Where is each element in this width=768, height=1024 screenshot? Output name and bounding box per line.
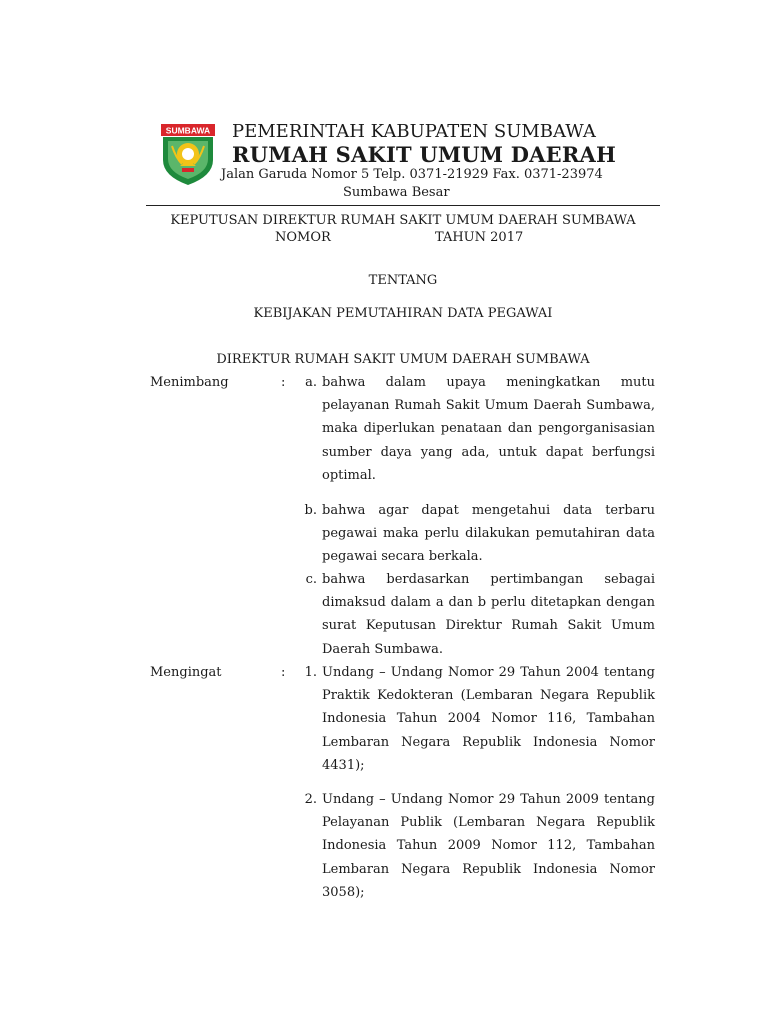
hospital-name: RUMAH SAKIT UMUM DAERAH (232, 142, 617, 167)
item-1-text: Undang – Undang Nomor 29 Tahun 2004 tentang Praktik Kedokteran (Lembaran Negara Republik Indonesia Tahun 2004 Nomor 116, Tambahan Lembaran Negara Republik Indonesia Nomor 4431); (322, 665, 655, 773)
item-2-text: Undang – Undang Nomor 29 Tahun 2009 tentang Pelayanan Publik (Lembaran Negara Republik Indonesia Tahun 2009 Nomor 112, Tambahan Lembaran Negara Republik Indonesia Nomor 3058); (322, 792, 655, 900)
mengingat-label: Mengingat (150, 665, 222, 680)
director-heading: DIREKTUR RUMAH SAKIT UMUM DAERAH SUMBAWA (216, 352, 590, 367)
tentang-heading: TENTANG (368, 273, 438, 288)
logo-text: SUMBAWA (165, 125, 211, 136)
item-b-mark: b. (304, 503, 317, 518)
menimbang-colon: : (281, 375, 286, 390)
item-1-mark: 1. (304, 665, 317, 680)
address-line: Jalan Garuda Nomor 5 Telp. 0371-21929 Fax. 0371-23974 (221, 167, 603, 182)
decree-year: TAHUN 2017 (435, 230, 524, 245)
mengingat-colon: : (281, 665, 286, 680)
item-b-text: bahwa agar dapat mengetahui data terbaru pegawai maka perlu dilakukan pemutahiran data pegawai secara berkala. (322, 503, 655, 565)
city-line: Sumbawa Besar (343, 185, 450, 200)
menimbang-label: Menimbang (150, 375, 229, 390)
item-c-mark: c. (305, 572, 317, 587)
policy-title: KEBIJAKAN PEMUTAHIRAN DATA PEGAWAI (253, 306, 553, 321)
sumbawa-regency-logo (160, 124, 216, 186)
decree-title: KEPUTUSAN DIREKTUR RUMAH SAKIT UMUM DAERAH SUMBAWA (170, 213, 636, 228)
item-c-text: bahwa berdasarkan pertimbangan sebagai dimaksud dalam a dan b perlu ditetapkan dengan surat Keputusan Direktur Rumah Sakit Umum Daerah Sumbawa. (322, 572, 655, 657)
government-name: PEMERINTAH KABUPATEN SUMBAWA (232, 121, 596, 142)
item-a-text: bahwa dalam upaya meningkatkan mutu pelayanan Rumah Sakit Umum Daerah Sumbawa, maka diperlukan penataan dan pengorganisasian sumber daya yang ada, untuk dapat berfungsi optimal. (322, 375, 655, 483)
decree-number-label: NOMOR (275, 230, 331, 245)
item-a-mark: a. (305, 375, 317, 390)
item-2-mark: 2. (304, 792, 317, 807)
letterhead-divider (146, 205, 660, 206)
